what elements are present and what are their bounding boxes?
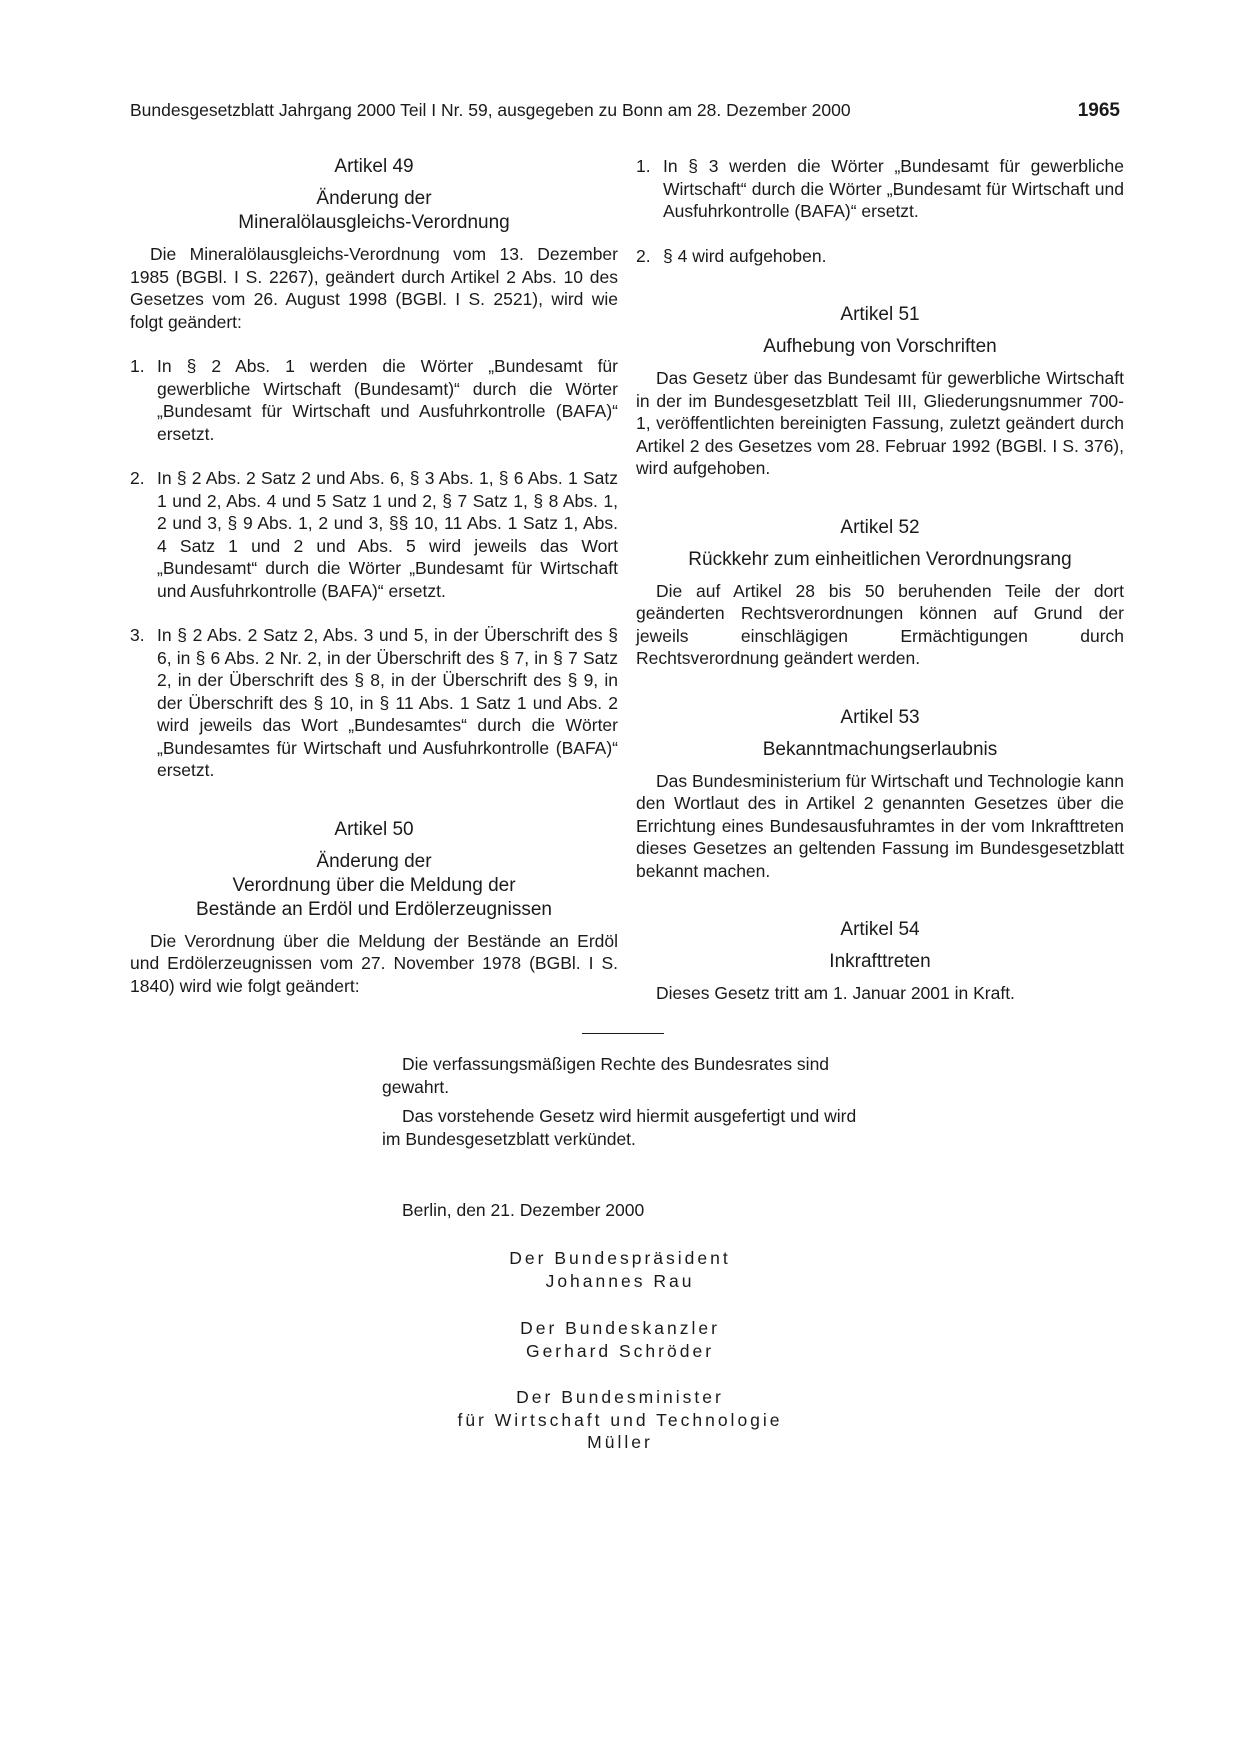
list-text: In § 2 Abs. 2 Satz 2, Abs. 3 und 5, in der Überschrift des § 6, in § 6 Abs. 2 Nr. 2, in der Überschrift des § 7, in § 7 Satz 2, in der Überschrift des § 8, in der Überschrift des § 9, in der Überschrift des § 10, in § 11 Abs. 1 Satz 1 und Abs. 2 wird jeweils das Wort „Bundesamtes“ durch die Wörter „Bundesamtes für Wirtschaft und Ausfuhrkontrolle (BAFA)“ ersetzt. bbox=[157, 625, 618, 780]
article-52-number: Artikel 52 bbox=[840, 516, 920, 538]
article-49-intro: Die Mineralölausgleichs-Verordnung vom 13. Dezember 1985 (BGBl. I S. 2267), geändert durch Artikel 2 Abs. 10 des Gesetzes vom 26. August 1998 (BGBl. I S. 2521), wird wie folgt geändert: bbox=[130, 244, 618, 332]
article-53-text: Das Bundesministerium für Wirtschaft und Technologie kann den Wortlaut des in Artikel 2 genannten Gesetzes über die Errichtung eines Bundesausfuhramtes in der vom Inkrafttreten dieses Gesetzes an geltenden Fassung im Bundesgesetzblatt bekannt machen. bbox=[636, 770, 1124, 881]
signature-block bbox=[380, 1317, 860, 1362]
list-marker: 1. bbox=[130, 356, 145, 376]
article-50-title-line: Bestände an Erdöl und Erdölerzeugnissen bbox=[196, 898, 552, 920]
article-49-title-line: Änderung der bbox=[316, 188, 432, 209]
article-49-list bbox=[130, 355, 618, 782]
left-column bbox=[130, 155, 618, 997]
article-49-title bbox=[130, 187, 618, 235]
list-item bbox=[130, 355, 618, 445]
signatory-office: für Wirtschaft und Technologie bbox=[457, 1409, 783, 1430]
article-51-text: Das Gesetz über das Bundesamt für gewerbliche Wirtschaft in der im Bundesgesetzblatt Teil III, Gliederungsnummer 700-1, veröffentlichten bereinigten Fassung, zuletzt geändert durch Artikel 2 des Gesetzes vom 28. Februar 1992 (BGBl. I S. 376), wird aufgehoben. bbox=[636, 368, 1124, 478]
article-54-title: Inkrafttreten bbox=[829, 951, 931, 972]
article-51-number: Artikel 51 bbox=[840, 304, 920, 325]
article-53-number: Artikel 53 bbox=[840, 706, 920, 728]
signatory-office: Der Bundeskanzler bbox=[520, 1318, 720, 1338]
signature-block bbox=[380, 1247, 860, 1292]
running-header bbox=[130, 100, 1120, 122]
signature-block bbox=[380, 1386, 860, 1454]
article-52-text: Die auf Artikel 28 bis 50 beruhenden Teile der dort geänderten Rechtsverordnungen können auf Grund der jeweils einschlägigen Ermächtigungen durch Rechtsverordnung geändert werden. bbox=[636, 580, 1124, 668]
article-50-title-line: Verordnung über die Meldung der bbox=[232, 874, 516, 896]
list-marker: 3. bbox=[130, 625, 145, 645]
article-49-title-line: Mineralölausgleichs-Verordnung bbox=[238, 212, 510, 233]
list-item bbox=[636, 155, 1124, 223]
article-50-title-line: Änderung der bbox=[316, 850, 432, 872]
rights-statement: Die verfassungsmäßigen Rechte des Bundesrates sind gewahrt. bbox=[382, 1054, 830, 1097]
page-number: 1965 bbox=[1077, 100, 1120, 121]
article-51-title: Aufhebung von Vorschriften bbox=[763, 336, 997, 357]
list-marker: 2. bbox=[130, 468, 145, 488]
article-49-number: Artikel 49 bbox=[334, 156, 414, 177]
article-54-text: Dieses Gesetz tritt am 1. Januar 2001 in Kraft. bbox=[656, 983, 1015, 1003]
signatory-name: Johannes Rau bbox=[545, 1270, 695, 1291]
article-54-number: Artikel 54 bbox=[840, 919, 920, 940]
right-column bbox=[636, 155, 1124, 1005]
list-text: § 4 wird aufgehoben. bbox=[663, 245, 827, 266]
list-item bbox=[130, 467, 618, 602]
list-marker: 1. bbox=[636, 156, 651, 176]
article-50-intro: Die Verordnung über die Meldung der Bestände an Erdöl und Erdölerzeugnissen vom 27. November 1978 (BGBl. I S. 1840) wird wie folgt geändert: bbox=[130, 930, 618, 996]
article-50-list bbox=[636, 155, 1124, 267]
signatory-name: Müller bbox=[587, 1432, 653, 1452]
article-52-title: Rückkehr zum einheitlichen Verordnungsrang bbox=[688, 548, 1072, 570]
signatory-office: Der Bundespräsident bbox=[509, 1248, 731, 1268]
signatory-office: Der Bundesminister bbox=[516, 1387, 724, 1407]
signatory-name: Gerhard Schröder bbox=[525, 1340, 715, 1361]
list-text: In § 3 werden die Wörter „Bundesamt für gewerbliche Wirtschaft“ durch die Wörter „Bundesamt für Wirtschaft und Ausfuhrkontrolle (BAFA)“ ersetzt. bbox=[663, 156, 1124, 221]
promulgation-statement: Das vorstehende Gesetz wird hiermit ausgefertigt und wird im Bundesgesetzblatt verkündet. bbox=[382, 1106, 857, 1149]
closing-rights bbox=[382, 1053, 862, 1098]
list-item bbox=[130, 624, 618, 782]
article-50-title bbox=[130, 850, 618, 922]
section-divider bbox=[582, 1033, 664, 1034]
article-53-title: Bekanntmachungserlaubnis bbox=[762, 738, 998, 760]
list-item bbox=[636, 245, 1124, 268]
list-text: In § 2 Abs. 1 werden die Wörter „Bundesamt für gewerbliche Wirtschaft (Bundesamt)“ durch die Wörter „Bundesamt für Wirtschaft und Ausfuhrkontrolle (BAFA)“ ersetzt. bbox=[157, 356, 618, 444]
article-50-number: Artikel 50 bbox=[334, 818, 414, 840]
list-marker: 2. bbox=[636, 245, 651, 266]
place-date: Berlin, den 21. Dezember 2000 bbox=[402, 1200, 645, 1220]
list-text: In § 2 Abs. 2 Satz 2 und Abs. 6, § 3 Abs. 1, § 6 Abs. 1 Satz 1 und 2, Abs. 4 und 5 Satz 1 und 2, § 7 Satz 1, § 8 Abs. 1, 2 und 3, § 9 Abs. 1, 2 und 3, §§ 10, 11 Abs. 1 Satz 1, Abs. 4 Satz 1 und 2 und Abs. 5 wird jeweils das Wort „Bundesamt“ durch die Wörter „Bundesamt für Wirtschaft und Ausfuhrkontrolle (BAFA)“ ersetzt. bbox=[157, 468, 618, 601]
running-title: Bundesgesetzblatt Jahrgang 2000 Teil I Nr. 59, ausgegeben zu Bonn am 28. Dezember 2000 bbox=[130, 100, 851, 120]
closing-promulgation bbox=[382, 1105, 862, 1150]
